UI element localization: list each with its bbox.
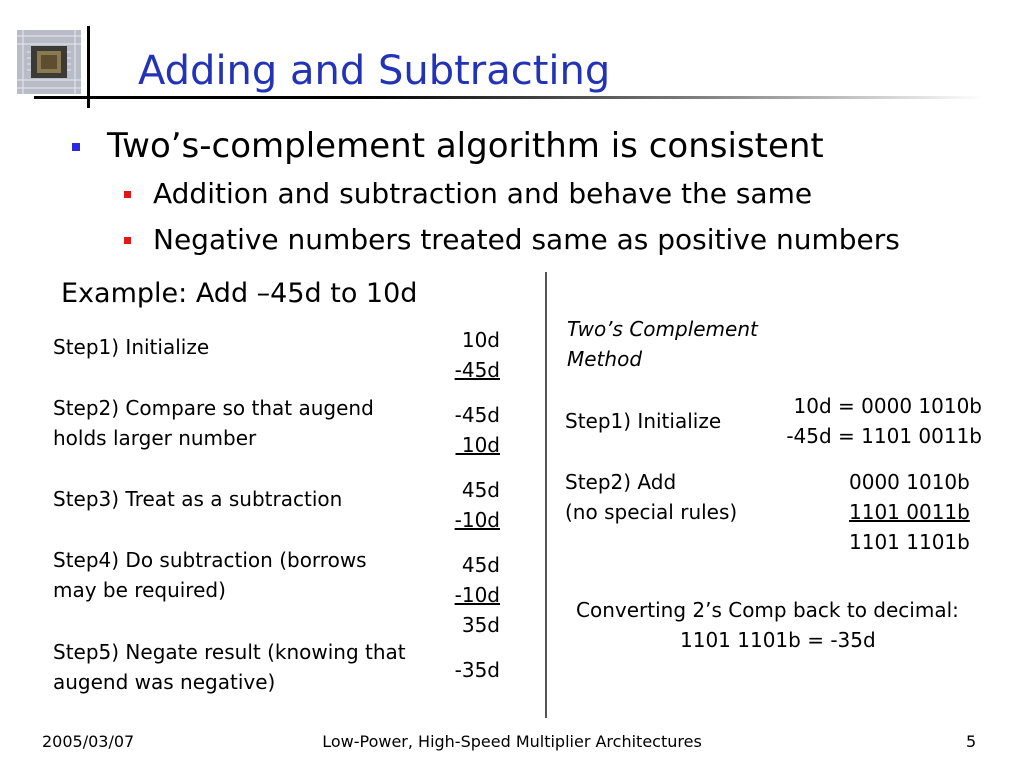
step-number: -10d xyxy=(454,508,500,532)
step-number: 10d xyxy=(455,433,500,457)
bullet-marker xyxy=(124,237,131,244)
chip-icon xyxy=(17,30,81,94)
method-heading: Method xyxy=(567,347,643,371)
step-label: Step2) Compare so that augend xyxy=(53,396,374,420)
step-number: -45d xyxy=(454,403,500,427)
binary-value: 1101 1101b xyxy=(849,530,970,554)
footer-date: 2005/03/07 xyxy=(42,732,135,751)
step-number: 35d xyxy=(461,613,500,637)
step-label: may be required) xyxy=(53,578,226,602)
binary-value: 1101 0011b xyxy=(849,500,970,524)
step-number: 45d xyxy=(461,478,500,502)
right-step-label: Step1) Initialize xyxy=(565,409,722,433)
bullet-marker xyxy=(124,191,131,198)
step-label: Step5) Negate result (knowing that xyxy=(53,640,406,664)
right-step-label: Step2) Add xyxy=(565,470,677,494)
bullet-level2: Negative numbers treated same as positive numbers xyxy=(153,223,900,256)
binary-equation: 10d = 0000 1010b xyxy=(793,394,982,418)
step-label: Step3) Treat as a subtraction xyxy=(53,487,343,511)
step-label: Step4) Do subtraction (borrows xyxy=(53,548,367,572)
method-heading: Two’s Complement xyxy=(567,317,758,341)
slide-title: Adding and Subtracting xyxy=(138,48,611,94)
column-divider xyxy=(545,272,547,718)
step-number: 10d xyxy=(461,328,500,352)
page-number: 5 xyxy=(966,732,977,751)
bullet-level1: Two’s-complement algorithm is consistent xyxy=(107,126,824,166)
bullet-marker xyxy=(72,139,86,153)
step-label: holds larger number xyxy=(53,426,257,450)
step-number: -35d xyxy=(454,658,500,682)
step-number: -10d xyxy=(454,583,500,607)
example-heading: Example: Add –45d to 10d xyxy=(61,278,418,309)
binary-equation: -45d = 1101 0011b xyxy=(786,424,982,448)
right-step-label: (no special rules) xyxy=(565,500,738,524)
conversion-text: Converting 2’s Comp back to decimal: xyxy=(576,598,959,622)
binary-value: 0000 1010b xyxy=(849,470,970,494)
step-number: -45d xyxy=(454,358,500,382)
step-number: 45d xyxy=(461,553,500,577)
step-label: augend was negative) xyxy=(53,670,276,694)
conversion-text: 1101 1101b = -35d xyxy=(680,628,876,652)
bullet-level2: Addition and subtraction and behave the same xyxy=(153,177,813,210)
step-label: Step1) Initialize xyxy=(53,335,210,359)
footer-title: Low-Power, High-Speed Multiplier Architectures xyxy=(322,732,702,751)
